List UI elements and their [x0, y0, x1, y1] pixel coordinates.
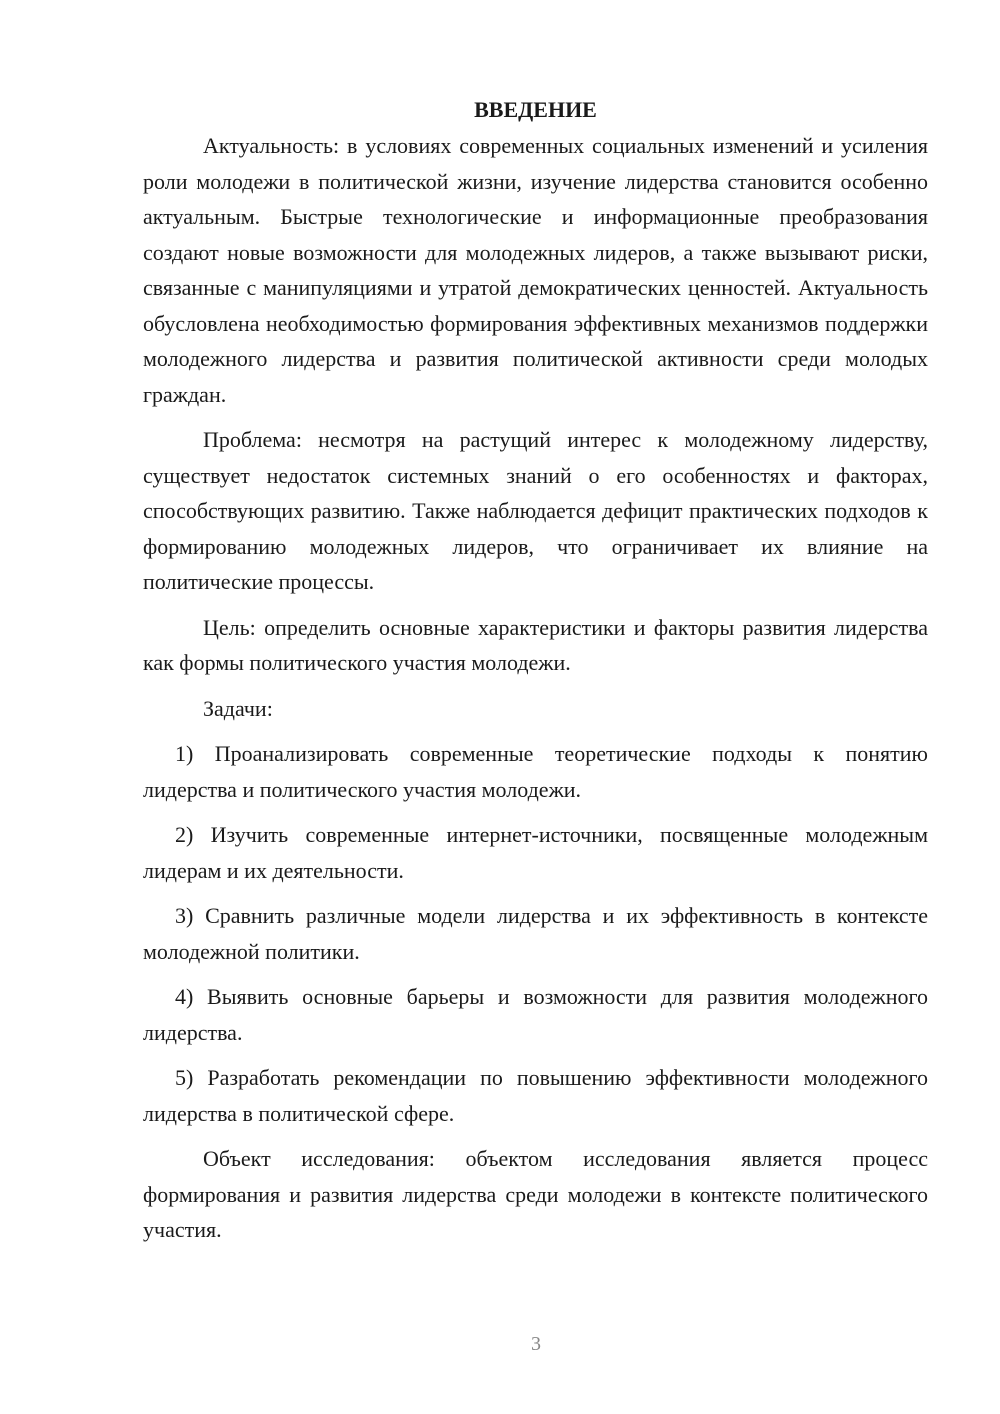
- task-item: 3) Сравнить различные модели лидерства и их эффективность в контексте молодежной политики.: [143, 903, 928, 964]
- research-object-paragraph: Объект исследования: объектом исследования является процесс формирования и развития лидерства среди молодежи в контексте политического участия.: [143, 1146, 928, 1242]
- goal-paragraph: Цель: определить основные характеристики и факторы развития лидерства как формы политического участия молодежи.: [143, 614, 928, 675]
- problem-paragraph: Проблема: несмотря на растущий интерес к молодежному лидерству, существует недостаток системных знаний о его особенностях и факторах, способствующих развитию. Также наблюдается дефицит практических подходов к формированию молодежных лидеров, что ограничивает их влияние на политические процессы.: [143, 427, 928, 594]
- relevance-paragraph: Актуальность: в условиях современных социальных изменений и усиления роли молодежи в политической жизни, изучение лидерства становится особенно актуальным. Быстрые технологические и информационные преобразования создают новые возможности для молодежных лидеров, а также вызывают риски, связанные с манипуляциями и утратой демократических ценностей. Актуальность обусловлена необходимостью формирования эффективных механизмов поддержки молодежного лидерства и развития политической активности среди молодых граждан.: [143, 133, 928, 407]
- task-item: 2) Изучить современные интернет-источники, посвященные молодежным лидерам и их деятельности.: [143, 822, 928, 883]
- section-title: ВВЕДЕНИЕ: [474, 97, 597, 122]
- page-number: 3: [531, 1333, 541, 1355]
- task-item: 5) Разработать рекомендации по повышению эффективности молодежного лидерства в политической сфере.: [143, 1065, 928, 1126]
- task-item: 1) Проанализировать современные теоретические подходы к понятию лидерства и политического участия молодежи.: [143, 741, 928, 802]
- tasks-heading: Задачи:: [203, 695, 273, 721]
- document-page: [143, 92, 928, 1258]
- task-item: 4) Выявить основные барьеры и возможности для развития молодежного лидерства.: [143, 984, 928, 1045]
